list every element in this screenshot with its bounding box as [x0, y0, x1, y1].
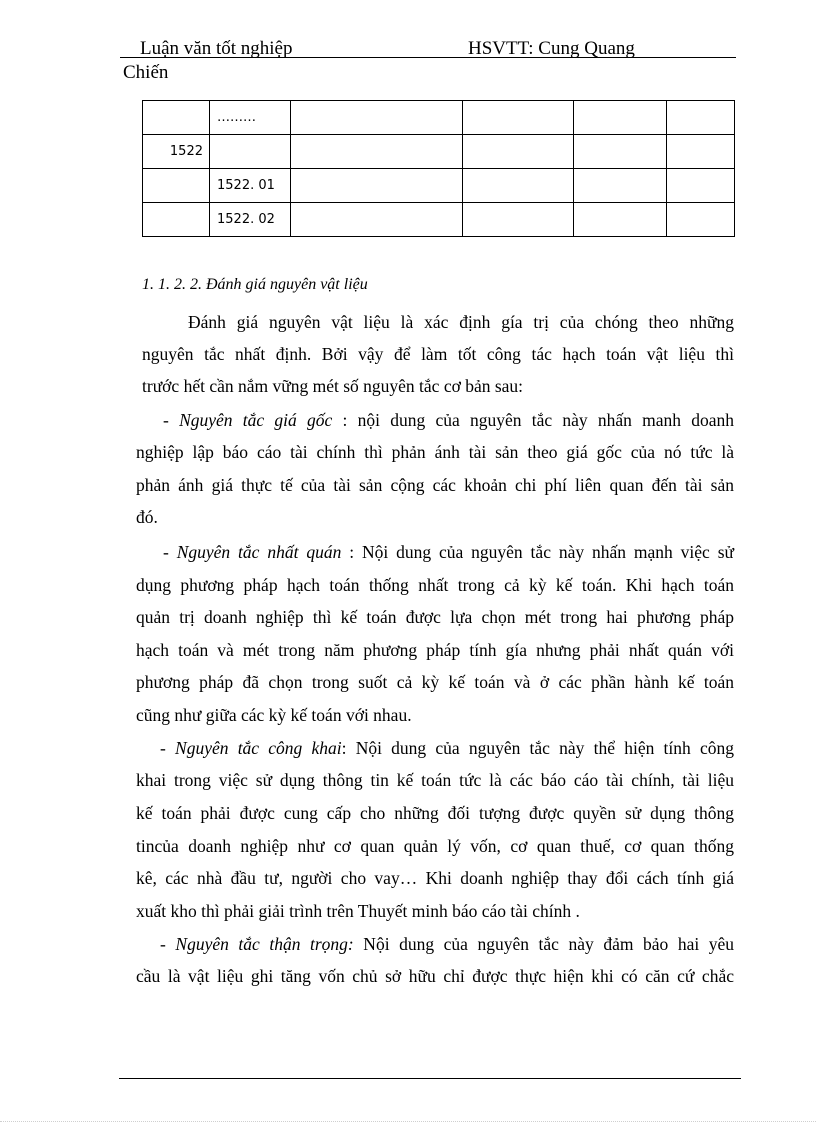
- header-title: Luận văn tốt nghiệp: [140, 38, 293, 59]
- principle-term: Nguyên tắc công khai: [175, 738, 342, 758]
- paragraph-line: nguyên tắc nhất định. Bởi vậy để làm tốt công tác hạch toán vật liệu thì: [142, 344, 734, 364]
- table-cell: [574, 135, 667, 169]
- list-dash: -: [163, 410, 180, 430]
- table-cell: [291, 203, 463, 237]
- paragraph-text: : Nội dung của nguyên tắc này nhấn mạnh việc sử: [341, 542, 734, 562]
- table-cell: 1522: [143, 135, 210, 169]
- table-cell: [143, 203, 210, 237]
- header-rule: [120, 57, 736, 58]
- paragraph-line: kế toán phải được cung cấp cho những đối tượng được quyền sử dụng thông: [136, 803, 734, 823]
- table-cell: [291, 135, 463, 169]
- table-row: [143, 203, 735, 237]
- paragraph-line: [163, 542, 734, 562]
- table-cell: [667, 169, 735, 203]
- principle-term: Nguyên tắc thận trọng:: [175, 934, 354, 954]
- paragraph-line: phương pháp đã chọn trong suốt cả kỳ kế toán và ở các phần hành kế toán: [136, 672, 734, 692]
- list-dash: -: [160, 934, 176, 954]
- paragraph-line: cầu là vật liệu ghi tăng vốn chủ sở hữu chỉ được thực hiện khi có căn cứ chắc: [136, 966, 734, 986]
- table-cell: [143, 101, 210, 135]
- paragraph-line: [160, 738, 734, 758]
- header-author: HSVTT: Cung Quang: [468, 38, 635, 59]
- table-cell: [574, 169, 667, 203]
- paragraph-line: khai trong việc sử dụng thông tin kế toán tức là các báo cáo tài chính, tài liệu: [136, 770, 734, 790]
- table-cell: [667, 203, 735, 237]
- principle-term: Nguyên tắc nhất quán: [176, 542, 342, 562]
- paragraph-text: : nội dung của nguyên tắc này nhấn manh doanh: [332, 410, 735, 430]
- paragraph-line: trước hết cần nắm vững mét số nguyên tắc cơ bản sau:: [142, 376, 524, 396]
- paragraph-line: [160, 934, 734, 954]
- table-row: [143, 101, 735, 135]
- table-row: [143, 135, 735, 169]
- account-table: [142, 100, 735, 237]
- paragraph-line: đó.: [136, 507, 158, 527]
- paragraph-line: nghiệp lập báo cáo tài chính thì phản ánh tài sản theo giá gốc của nó tức là: [136, 442, 734, 462]
- paragraph-line: hạch toán và mét trong năm phương pháp tính gía nhưng phải nhất quán với: [136, 640, 734, 660]
- paragraph-line: phản ánh giá thực tế của tài sản cộng các khoản chi phí liên quan đến tài sản: [136, 475, 734, 495]
- paragraph-line: [163, 410, 734, 430]
- header-author-continuation: Chiến: [123, 62, 169, 83]
- table-cell: [667, 101, 735, 135]
- table-cell: [291, 169, 463, 203]
- table-cell: [667, 135, 735, 169]
- section-heading: 1. 1. 2. 2. Đánh giá nguyên vật liệu: [142, 276, 368, 293]
- table-cell: 1522. 02: [210, 203, 291, 237]
- paragraph-line: xuất kho thì phải giải trình trên Thuyết minh báo cáo tài chính .: [136, 901, 580, 921]
- table-cell: [463, 135, 574, 169]
- table-cell: ………: [210, 101, 291, 135]
- paragraph-line: kê, các nhà đầu tư, người cho vay… Khi doanh nghiệp thay đổi cách tính giá: [136, 868, 734, 888]
- table-cell: [463, 203, 574, 237]
- paragraph-text: : Nội dung của nguyên tắc này thể hiện tính công: [341, 738, 734, 758]
- table-cell: [291, 101, 463, 135]
- paragraph-line: quản trị doanh nghiệp thì kế toán được lựa chọn mét trong hai phương pháp: [136, 607, 734, 627]
- paragraph-line: cũng như giữa các kỳ kế toán với nhau.: [136, 705, 412, 725]
- page-edge: [0, 1121, 816, 1122]
- footer-rule: [119, 1078, 741, 1079]
- table-cell: [574, 101, 667, 135]
- paragraph-text: Nội dung của nguyên tắc này đảm bảo hai yêu: [353, 934, 735, 954]
- table-row: [143, 169, 735, 203]
- list-dash: -: [163, 542, 177, 562]
- paragraph-line: Đánh giá nguyên vật liệu là xác định gía trị của chóng theo những: [188, 312, 734, 332]
- paragraph-line: tincủa doanh nghiệp như cơ quan quản lý vốn, cơ quan thuế, cơ quan thống: [136, 836, 734, 856]
- table-cell: [463, 169, 574, 203]
- table-cell: 1522. 01: [210, 169, 291, 203]
- list-dash: -: [160, 738, 176, 758]
- table-cell: [463, 101, 574, 135]
- table-cell: [210, 135, 291, 169]
- principle-term: Nguyên tắc giá gốc: [179, 410, 333, 430]
- table-cell: [143, 169, 210, 203]
- paragraph-line: dụng phương pháp hạch toán thống nhất trong cả kỳ kế toán. Khi hạch toán: [136, 575, 734, 595]
- table-cell: [574, 203, 667, 237]
